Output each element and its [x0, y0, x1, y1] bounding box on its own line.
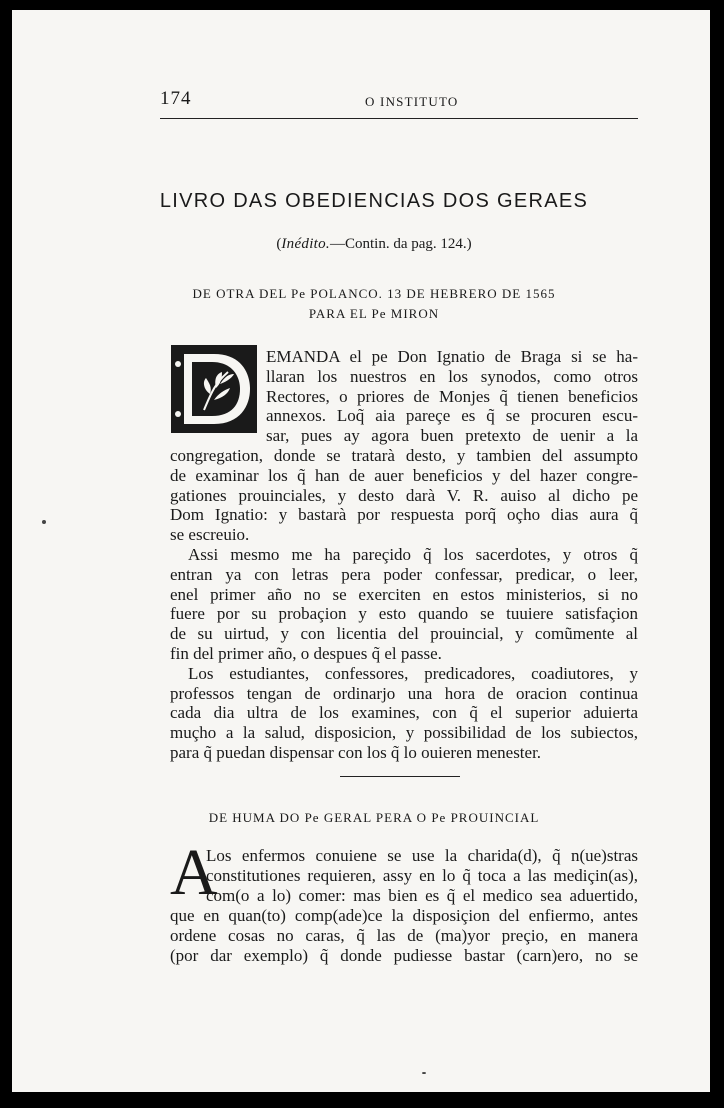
- text-line: com(o a lo) comer: mas bien es q̃ el medico sea aduertido,: [206, 885, 638, 905]
- dropcap-a: A: [170, 836, 218, 909]
- text-line: sar, pues ay agora buen pretexto de uenir a la: [266, 426, 638, 446]
- text-line: se escreuio.: [170, 525, 250, 545]
- subtitle-rest: —Contin. da pag. 124.: [329, 236, 467, 252]
- text-line: muçho a la salud, disposicion, y possibilidad de los subiectos,: [170, 723, 638, 743]
- section1-heading-line1: DE OTRA DEL Pe POLANCO. 13 DE HEBRERO DE 1565: [192, 286, 556, 301]
- text-line: cada dia ultra de los examines, con q̃ el superior aduierta: [170, 703, 638, 723]
- text-line: (por dar exemplo) q̃ donde pudiesse bastar (carn)ero, no se: [170, 945, 638, 965]
- section-separator: [340, 776, 460, 777]
- text-line: que en quan(to) comp(ade)ce la disposiçion del enfiermo, antes: [170, 906, 638, 925]
- document-title: LIVRO DAS OBEDIENCIAS DOS GERAES: [159, 190, 589, 212]
- text-line: Los estudiantes, confessores, predicadores, coadiutores, y: [188, 663, 638, 683]
- text-line: Assi mesmo me ha pareçido q̃ los sacerdotes, y otros q̃: [188, 544, 638, 564]
- section1-dropcap-lines: [266, 347, 638, 446]
- header-rule: [160, 118, 638, 119]
- section2-dropcap-lines: [206, 846, 638, 905]
- text-line: gationes prouinciales, y desto darà V. R. auiso al dicho pe: [170, 485, 638, 505]
- text-line: de su uirtud, y con licentia del prouincial, y comũmente al: [170, 624, 638, 644]
- subtitle-italic: Inédito.: [281, 236, 330, 252]
- dropcap-d-ornament: [170, 344, 258, 434]
- paper-speck: [42, 520, 46, 524]
- text-line: Dom Ignatio: y bastarà por respuesta porq̃ oçho dias aura q̃: [170, 505, 638, 525]
- section1-body: [170, 446, 638, 763]
- text-line: fin del primer año, o despues q̃ el passe.: [170, 643, 442, 663]
- text-line: Los enfermos conuiene se use la charida(d), q̃ n(ue)stras: [206, 846, 638, 865]
- running-head: O INSTITUTO: [365, 94, 459, 109]
- text-line: EMANDA el pe Don Ignatio de Braga si se ha-: [266, 347, 638, 366]
- text-line: enel primer año no se exerciten en estos ministerios, si no: [170, 584, 638, 604]
- paper-speck: [422, 1072, 426, 1074]
- text-line: Rectores, o priores de Monjes q̃ tienen beneficios: [266, 386, 638, 406]
- page-header: [160, 80, 638, 120]
- section2-body: [170, 906, 638, 965]
- text-line: entran ya con letras pera poder confessar, predicar, o leer,: [170, 564, 638, 584]
- section2-heading: DE HUMA DO Pe GERAL PERA O Pe PROUINCIAL: [208, 810, 540, 825]
- text-line: annexos. Loq̃ aia pareçe es q̃ se procuren escu-: [266, 406, 638, 426]
- section1-heading-line2: PARA EL Pe MIRON: [308, 306, 440, 321]
- text-line: constitutiones requieren, assy en lo q̃ toca a las mediçin(as),: [206, 865, 638, 885]
- text-line: ordene cosas no caras, q̃ las de (ma)yor preçio, en manera: [170, 925, 638, 945]
- text-line: llaran los nuestros en los synodos, como otros: [266, 366, 638, 386]
- document-subtitle: (Inédito.—Contin. da pag. 124.): [276, 236, 472, 252]
- page-number: 174: [160, 88, 192, 109]
- text-line: fuere por su probaçion y esto quando se tuuiere satisfaçion: [170, 604, 638, 624]
- text-line: de examinar los q̃ han de auer beneficios y del hazer congre-: [170, 465, 638, 485]
- text-line: professos tengan de ordinarjo una hora de oracion continua: [170, 683, 638, 703]
- document-page: [12, 10, 710, 1092]
- text-line: congregation, donde se tratarà desto, y tambien del assumpto: [170, 446, 638, 465]
- text-line: para q̃ puedan dispensar con los q̃ lo ouieren menester.: [170, 742, 542, 762]
